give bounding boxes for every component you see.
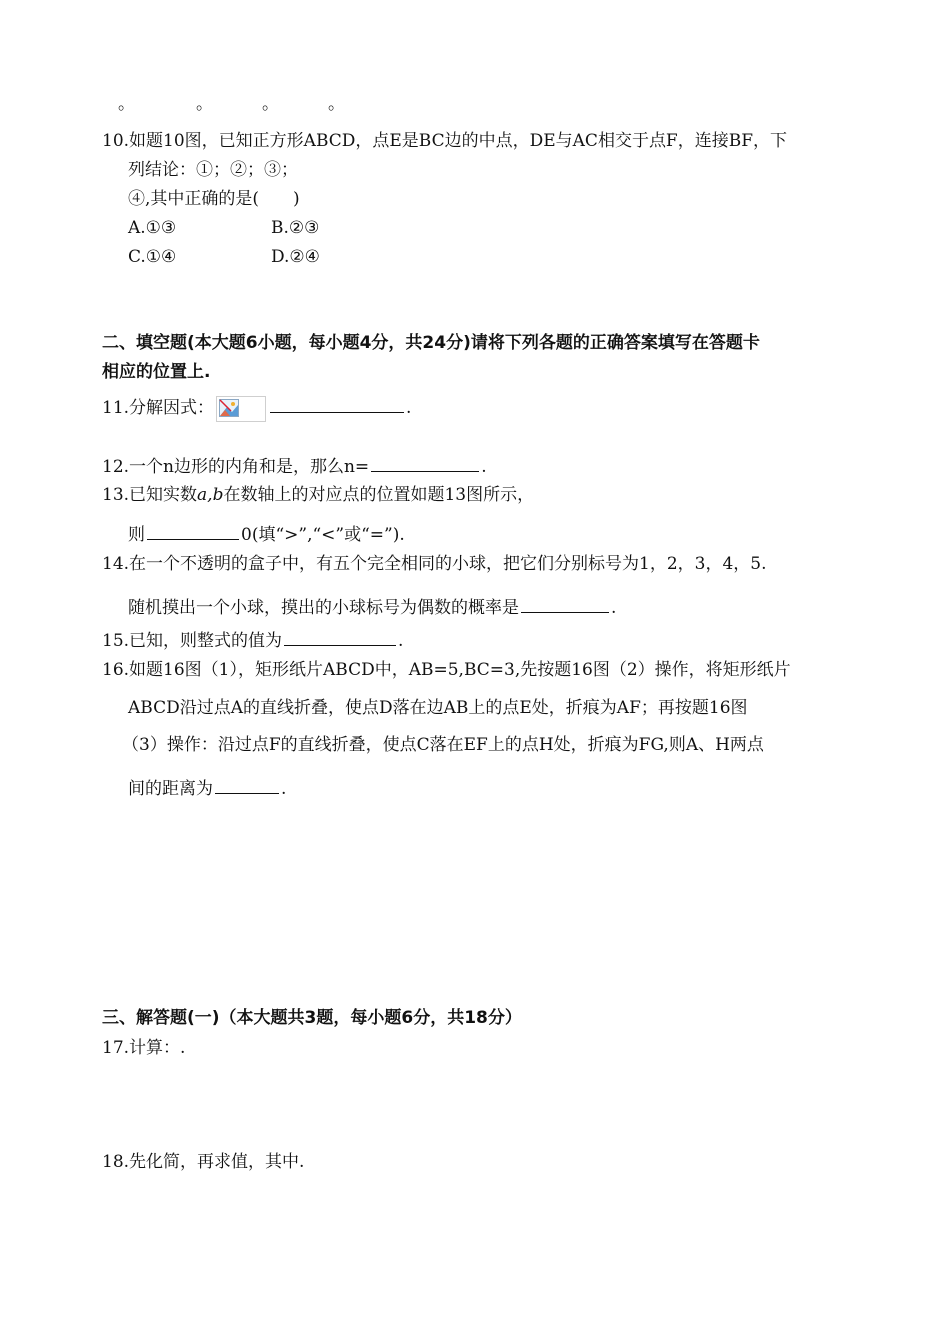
q12-suffix: . <box>481 457 487 477</box>
q10-option-a: A.①③ <box>128 218 177 238</box>
section-2-line-2: 相应的位置上. <box>102 362 211 382</box>
q16-line-3: （3）操作：沿过点F的直线折叠，使点C落在EF上的点H处，折痕为FG,则A、H两点 <box>122 735 764 755</box>
question-18: 18.先化简，再求值，其中. <box>102 1152 305 1172</box>
q14-line-2 <box>128 594 616 617</box>
q13-line-2 <box>128 521 405 544</box>
q12-prefix: 12.一个n边形的内角和是，那么n= <box>102 457 370 477</box>
q16-prefix: 间的距离为 <box>128 779 213 799</box>
q15-answer-blank[interactable] <box>284 627 396 646</box>
q11-prefix: 11.分解因式： <box>102 398 215 418</box>
q10-line-2: 列结论：①；②；③； <box>128 160 298 180</box>
q13-suffix: 0(填“>”,“<”或“=”). <box>241 525 405 545</box>
question-17: 17.计算：. <box>102 1038 186 1058</box>
q14-prefix: 随机摸出一个小球，摸出的小球标号为偶数的概率是 <box>128 598 519 618</box>
q13-variables: a,b <box>197 485 224 505</box>
q16-line-4 <box>128 775 286 798</box>
q16-answer-blank[interactable] <box>215 775 279 794</box>
q10-option-c: C.①④ <box>128 247 177 267</box>
q13-prefix: 则 <box>128 525 145 545</box>
q13-answer-blank[interactable] <box>147 521 239 540</box>
q16-line-1: 16.如题16图（1），矩形纸片ABCD中，AB=5,BC=3,先按题16图（2）操作，将矩形纸片 <box>102 660 791 680</box>
q14-suffix: . <box>611 598 617 618</box>
top-mark-4: 。 <box>328 94 345 114</box>
q13-line-1 <box>102 487 534 504</box>
q16-suffix: . <box>281 779 287 799</box>
q14-answer-blank[interactable] <box>521 594 609 613</box>
q11-suffix: . <box>406 398 412 418</box>
q12-answer-blank[interactable] <box>371 453 479 472</box>
q11-answer-blank[interactable] <box>270 394 404 413</box>
q10-line-3: ④,其中正确的是( ) <box>128 189 300 209</box>
q13-text-a: 13.已知实数 <box>102 485 198 505</box>
q10-line-1: 10.如题10图，已知正方形ABCD，点E是BC边的中点，DE与AC相交于点F，连接BF，下 <box>102 131 788 151</box>
section-3-heading: 三、解答题(一)（本大题共3题，每小题6分，共18分） <box>102 1008 522 1028</box>
q13-text-b: 在数轴上的对应点的位置如题13图所示， <box>223 485 535 505</box>
section-2-line-1: 二、填空题(本大题6小题，每小题4分，共24分)请将下列各题的正确答案填写在答题卡 <box>102 333 760 353</box>
broken-image-icon <box>216 396 266 422</box>
question-12 <box>102 453 487 476</box>
question-15 <box>102 627 403 650</box>
q10-option-d: D.②④ <box>271 247 320 267</box>
question-11 <box>102 394 411 422</box>
top-mark-3: 。 <box>262 94 279 114</box>
q15-suffix: . <box>398 631 404 651</box>
q16-line-2: ABCD沿过点A的直线折叠，使点D落在边AB上的点E处，折痕为AF；再按题16图 <box>128 698 748 718</box>
q14-line-1: 14.在一个不透明的盒子中，有五个完全相同的小球，把它们分别标号为1，2，3，4，5. <box>102 554 767 574</box>
q10-option-b: B.②③ <box>271 218 320 238</box>
q15-prefix: 15.已知，则整式的值为 <box>102 631 283 651</box>
top-mark-2: 。 <box>196 94 213 114</box>
top-mark-1: 。 <box>118 94 135 114</box>
